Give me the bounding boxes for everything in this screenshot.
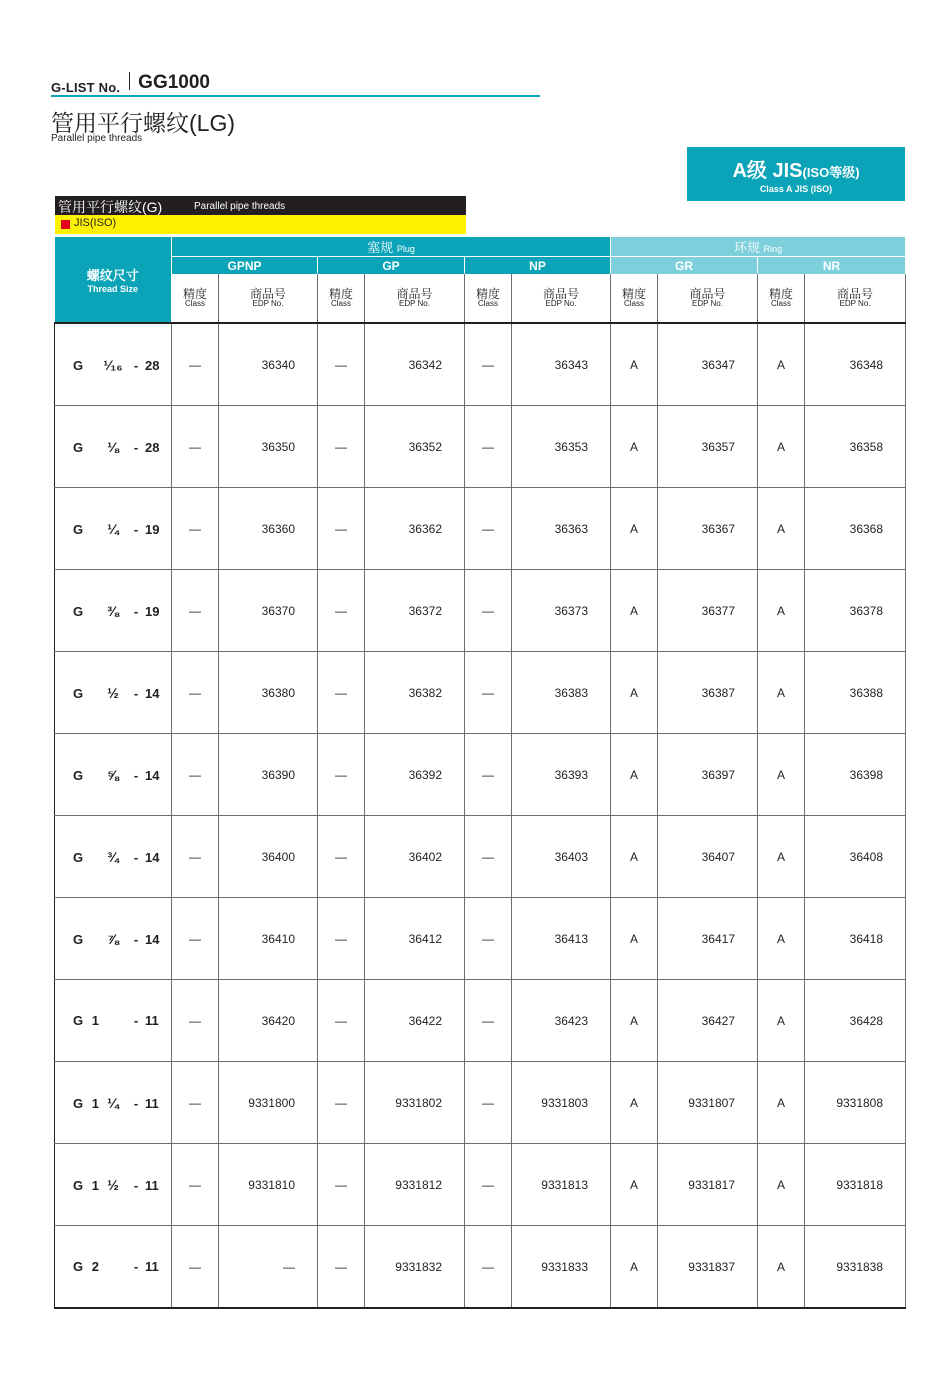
- class-cell: —: [172, 980, 219, 1062]
- class-cell: A: [758, 1062, 805, 1144]
- class-column-header: [172, 274, 219, 323]
- plug-cn: 塞规: [367, 240, 394, 255]
- class-cell: —: [172, 816, 219, 898]
- thread-prefix: G: [73, 439, 84, 455]
- thread-tpi: 19: [145, 521, 160, 537]
- thread-dash: -: [133, 357, 139, 373]
- class-badge: [687, 147, 905, 201]
- edp-cn: 商品号: [689, 286, 726, 301]
- edp-cell: 9331837: [658, 1226, 758, 1309]
- class-en: Class: [330, 299, 351, 309]
- edp-en: EDP No.: [545, 299, 577, 309]
- class-badge-title: [687, 154, 905, 183]
- edp-cell: 9331810: [219, 1144, 318, 1226]
- class-cn: 精度: [475, 286, 500, 301]
- edp-cell: 36387: [658, 652, 758, 734]
- thread-size-cell: [55, 1062, 172, 1144]
- glist-header: [51, 72, 210, 94]
- group-header: GP: [318, 257, 465, 275]
- class-cell: —: [318, 570, 365, 652]
- thread-prefix: G: [73, 931, 84, 947]
- edp-cell: 9331818: [805, 1144, 906, 1226]
- header-row-columns: [55, 274, 906, 323]
- thread-size-cell: [55, 406, 172, 488]
- thread-fraction: ¹⁄₁₆: [103, 356, 123, 373]
- thread-fraction: ⅞: [107, 930, 119, 947]
- class-cell: —: [465, 816, 512, 898]
- edp-en: EDP No.: [399, 299, 430, 309]
- class-cell: —: [172, 1144, 219, 1226]
- class-cn: 精度: [621, 286, 646, 301]
- edp-cell: 36393: [512, 734, 611, 816]
- edp-cell: 36352: [365, 406, 465, 488]
- class-cell: —: [172, 898, 219, 980]
- section-bar: [55, 196, 466, 215]
- thread-dash: -: [133, 1095, 139, 1111]
- edp-cell: 9331808: [805, 1062, 906, 1144]
- thread-tpi: 14: [145, 849, 160, 865]
- class-cell: A: [758, 652, 805, 734]
- table-row: [55, 816, 906, 898]
- class-cell: —: [172, 570, 219, 652]
- glist-code: GG1000: [138, 72, 210, 93]
- edp-cell: 36348: [805, 323, 906, 406]
- class-cell: A: [758, 980, 805, 1062]
- thread-fraction: ¼: [107, 520, 119, 537]
- class-cell: —: [318, 898, 365, 980]
- class-cell: —: [318, 1062, 365, 1144]
- table-row: [55, 488, 906, 570]
- edp-cell: 36383: [512, 652, 611, 734]
- edp-cn: 商品号: [542, 286, 579, 301]
- edp-cell: 36347: [658, 323, 758, 406]
- class-cell: A: [758, 898, 805, 980]
- thread-prefix: G: [73, 521, 84, 537]
- edp-cell: 36402: [365, 816, 465, 898]
- gauge-table: [54, 237, 906, 1309]
- edp-cell: 36378: [805, 570, 906, 652]
- class-cell: —: [465, 980, 512, 1062]
- edp-cell: 36357: [658, 406, 758, 488]
- thread-tpi: 11: [145, 1259, 159, 1274]
- table-row: [55, 898, 906, 980]
- edp-cell: 36373: [512, 570, 611, 652]
- thread-dash: -: [133, 603, 139, 619]
- edp-cell: 36377: [658, 570, 758, 652]
- class-cn: 精度: [328, 286, 353, 301]
- class-cell: —: [465, 652, 512, 734]
- thread-size-cn: 螺纹尺寸: [86, 268, 139, 283]
- edp-cell: 36413: [512, 898, 611, 980]
- edp-cn: 商品号: [249, 286, 286, 301]
- thread-dash: -: [133, 849, 139, 865]
- glist-separator: [129, 72, 130, 90]
- edp-cell: 36410: [219, 898, 318, 980]
- edp-cell: 36420: [219, 980, 318, 1062]
- thread-tpi: 11: [145, 1095, 159, 1111]
- thread-fraction: ½: [107, 1176, 119, 1193]
- class-en: Class: [623, 299, 644, 309]
- class-cell: —: [318, 1226, 365, 1309]
- edp-cell: 36368: [805, 488, 906, 570]
- group-header: NR: [758, 257, 906, 275]
- edp-cell: 36412: [365, 898, 465, 980]
- thread-fraction: ½: [107, 684, 119, 701]
- edp-cell: 36423: [512, 980, 611, 1062]
- edp-cell: 36418: [805, 898, 906, 980]
- class-cell: —: [465, 898, 512, 980]
- edp-cell: 36380: [219, 652, 318, 734]
- edp-cn: 商品号: [396, 286, 433, 301]
- thread-prefix: G: [73, 1013, 84, 1028]
- thread-whole: 2: [91, 1259, 99, 1274]
- edp-cell: 36422: [365, 980, 465, 1062]
- thread-tpi: 19: [145, 603, 160, 619]
- thread-dash: -: [133, 1259, 139, 1274]
- table-row: [55, 1144, 906, 1226]
- class-cell: A: [611, 570, 658, 652]
- edp-cell: 36342: [365, 323, 465, 406]
- page-subtitle: Parallel pipe threads: [51, 133, 143, 144]
- edp-cell: 36350: [219, 406, 318, 488]
- thread-dash: -: [133, 439, 139, 455]
- class-badge-small: (ISO等级): [802, 165, 860, 180]
- class-cn: 精度: [182, 286, 207, 301]
- class-cell: —: [172, 1062, 219, 1144]
- edp-column-header: [219, 274, 318, 323]
- thread-prefix: G: [73, 767, 84, 783]
- thread-fraction: ⅝: [107, 766, 119, 783]
- class-en: Class: [184, 299, 205, 309]
- class-badge-main: A级 JIS: [732, 160, 803, 182]
- thread-whole: 1: [91, 1013, 99, 1028]
- class-cell: —: [465, 1226, 512, 1309]
- plug-en: Plug: [396, 244, 415, 254]
- group-header: NP: [465, 257, 611, 275]
- class-cell: —: [465, 1144, 512, 1226]
- edp-cell: 9331838: [805, 1226, 906, 1309]
- edp-cell: 36367: [658, 488, 758, 570]
- edp-cell: 9331807: [658, 1062, 758, 1144]
- standard-bar: [55, 215, 466, 234]
- class-cell: A: [758, 488, 805, 570]
- thread-dash: -: [133, 931, 139, 947]
- edp-cn: 商品号: [837, 286, 874, 301]
- edp-cell: 36400: [219, 816, 318, 898]
- thread-prefix: G: [73, 849, 84, 865]
- thread-prefix: G: [73, 1095, 84, 1111]
- thread-tpi: 14: [145, 767, 160, 783]
- class-cell: A: [758, 570, 805, 652]
- class-cell: A: [611, 734, 658, 816]
- thread-size-cell: [55, 898, 172, 980]
- glist-label: G-LIST No.: [51, 80, 121, 95]
- edp-cell: 36353: [512, 406, 611, 488]
- thread-tpi: 28: [145, 439, 160, 455]
- class-cell: —: [318, 488, 365, 570]
- edp-cell: 36398: [805, 734, 906, 816]
- edp-cell: 9331817: [658, 1144, 758, 1226]
- edp-column-header: [658, 274, 758, 323]
- thread-size-cell: [55, 652, 172, 734]
- table-row: [55, 570, 906, 652]
- thread-tpi: 14: [145, 931, 160, 947]
- thread-tpi: 11: [145, 1013, 159, 1028]
- thread-size-en: Thread Size: [87, 284, 138, 294]
- class-cn: 精度: [768, 286, 793, 301]
- edp-cell: 9331812: [365, 1144, 465, 1226]
- edp-cell: 9331832: [365, 1226, 465, 1309]
- thread-tpi: 11: [145, 1177, 159, 1193]
- edp-cell: 36340: [219, 323, 318, 406]
- class-cell: —: [465, 1062, 512, 1144]
- page-title: 管用平行螺纹(LG): [51, 110, 235, 136]
- class-cell: —: [318, 1144, 365, 1226]
- thread-size-cell: [55, 488, 172, 570]
- thread-size-cell: [55, 1144, 172, 1226]
- edp-cell: 36372: [365, 570, 465, 652]
- table-row: [55, 323, 906, 406]
- edp-cell: 9331833: [512, 1226, 611, 1309]
- edp-cell: 36370: [219, 570, 318, 652]
- thread-tpi: 28: [145, 357, 160, 373]
- section-title-en: Parallel pipe threads: [194, 201, 286, 212]
- thread-fraction: ¾: [107, 848, 119, 865]
- class-cell: —: [172, 652, 219, 734]
- thread-fraction: ¼: [107, 1094, 119, 1111]
- edp-cell: 36427: [658, 980, 758, 1062]
- table-row: [55, 1226, 906, 1309]
- edp-cell: 36407: [658, 816, 758, 898]
- edp-cell: 36343: [512, 323, 611, 406]
- class-cell: A: [611, 816, 658, 898]
- thread-prefix: G: [73, 603, 84, 619]
- class-cell: A: [758, 323, 805, 406]
- edp-column-header: [805, 274, 906, 323]
- group-header: GPNP: [172, 257, 318, 275]
- section-title: 管用平行螺纹(G): [58, 199, 163, 215]
- class-cell: —: [318, 323, 365, 406]
- edp-cell: 36360: [219, 488, 318, 570]
- edp-cell: 36362: [365, 488, 465, 570]
- class-cell: A: [611, 1062, 658, 1144]
- class-cell: A: [611, 488, 658, 570]
- thread-size-cell: [55, 816, 172, 898]
- class-cell: —: [172, 406, 219, 488]
- class-cell: —: [318, 816, 365, 898]
- table-row: [55, 406, 906, 488]
- class-cell: —: [465, 406, 512, 488]
- group-header: GR: [611, 257, 758, 275]
- thread-dash: -: [133, 1013, 139, 1028]
- edp-column-header: [365, 274, 465, 323]
- edp-en: EDP No.: [692, 299, 723, 309]
- edp-cell: 9331813: [512, 1144, 611, 1226]
- edp-cell: 9331802: [365, 1062, 465, 1144]
- header-rule: [51, 95, 540, 97]
- class-column-header: [611, 274, 658, 323]
- thread-dash: -: [133, 767, 139, 783]
- class-cell: A: [758, 1144, 805, 1226]
- class-cell: A: [758, 1226, 805, 1309]
- edp-cell: —: [219, 1226, 318, 1309]
- table-row: [55, 1062, 906, 1144]
- class-cell: A: [611, 323, 658, 406]
- class-cell: —: [318, 406, 365, 488]
- class-cell: —: [318, 734, 365, 816]
- class-cell: A: [611, 1226, 658, 1309]
- header-row-groups: [55, 257, 906, 275]
- edp-cell: 36403: [512, 816, 611, 898]
- class-badge-subtitle: Class A JIS (ISO): [759, 184, 833, 194]
- table-row: [55, 980, 906, 1062]
- edp-cell: 36397: [658, 734, 758, 816]
- class-cell: —: [465, 734, 512, 816]
- thread-prefix: G: [73, 1177, 84, 1193]
- thread-dash: -: [133, 685, 139, 701]
- ring-en: Ring: [763, 244, 783, 254]
- class-cell: —: [318, 652, 365, 734]
- edp-cell: 36388: [805, 652, 906, 734]
- class-en: Class: [477, 299, 498, 309]
- thread-size-cell: [55, 570, 172, 652]
- class-cell: —: [465, 488, 512, 570]
- thread-prefix: G: [73, 685, 84, 701]
- class-cell: —: [465, 323, 512, 406]
- edp-cell: 9331800: [219, 1062, 318, 1144]
- class-cell: A: [758, 816, 805, 898]
- thread-whole: 1: [91, 1177, 99, 1193]
- class-cell: A: [611, 898, 658, 980]
- edp-cell: 36363: [512, 488, 611, 570]
- class-cell: —: [172, 734, 219, 816]
- table-row: [55, 734, 906, 816]
- class-column-header: [758, 274, 805, 323]
- class-cell: A: [611, 406, 658, 488]
- plug-header: [172, 237, 611, 257]
- thread-dash: -: [133, 521, 139, 537]
- class-cell: A: [758, 734, 805, 816]
- header-row-type: [55, 237, 906, 257]
- class-cell: A: [611, 980, 658, 1062]
- edp-cell: 36417: [658, 898, 758, 980]
- table-row: [55, 652, 906, 734]
- edp-cell: 36392: [365, 734, 465, 816]
- thread-size-cell: [55, 734, 172, 816]
- standard-label: JIS(ISO): [74, 217, 117, 229]
- edp-cell: 36408: [805, 816, 906, 898]
- edp-cell: 36382: [365, 652, 465, 734]
- class-cell: —: [318, 980, 365, 1062]
- edp-cell: 9331803: [512, 1062, 611, 1144]
- thread-fraction: ⅜: [107, 602, 119, 619]
- class-cell: —: [172, 323, 219, 406]
- class-column-header: [318, 274, 365, 323]
- edp-cell: 36428: [805, 980, 906, 1062]
- thread-dash: -: [133, 1177, 139, 1193]
- edp-en: EDP No.: [252, 299, 284, 309]
- class-cell: A: [611, 1144, 658, 1226]
- class-cell: —: [172, 1226, 219, 1309]
- class-cell: A: [611, 652, 658, 734]
- edp-cell: 36358: [805, 406, 906, 488]
- thread-size-cell: [55, 1226, 172, 1309]
- thread-size-header: [55, 237, 172, 323]
- thread-size-cell: [55, 980, 172, 1062]
- thread-size-cell: [55, 323, 172, 406]
- class-column-header: [465, 274, 512, 323]
- class-cell: A: [758, 406, 805, 488]
- thread-fraction: ⅛: [107, 438, 119, 455]
- class-en: Class: [770, 299, 791, 309]
- thread-whole: 1: [91, 1095, 99, 1111]
- edp-cell: 36390: [219, 734, 318, 816]
- ring-header: [611, 237, 906, 257]
- thread-prefix: G: [73, 357, 84, 373]
- class-cell: —: [465, 570, 512, 652]
- ring-cn: 环规: [733, 240, 760, 255]
- class-cell: —: [172, 488, 219, 570]
- red-square-icon: [61, 220, 70, 229]
- edp-en: EDP No.: [839, 299, 871, 309]
- thread-prefix: G: [73, 1259, 84, 1274]
- thread-tpi: 14: [145, 685, 160, 701]
- edp-column-header: [512, 274, 611, 323]
